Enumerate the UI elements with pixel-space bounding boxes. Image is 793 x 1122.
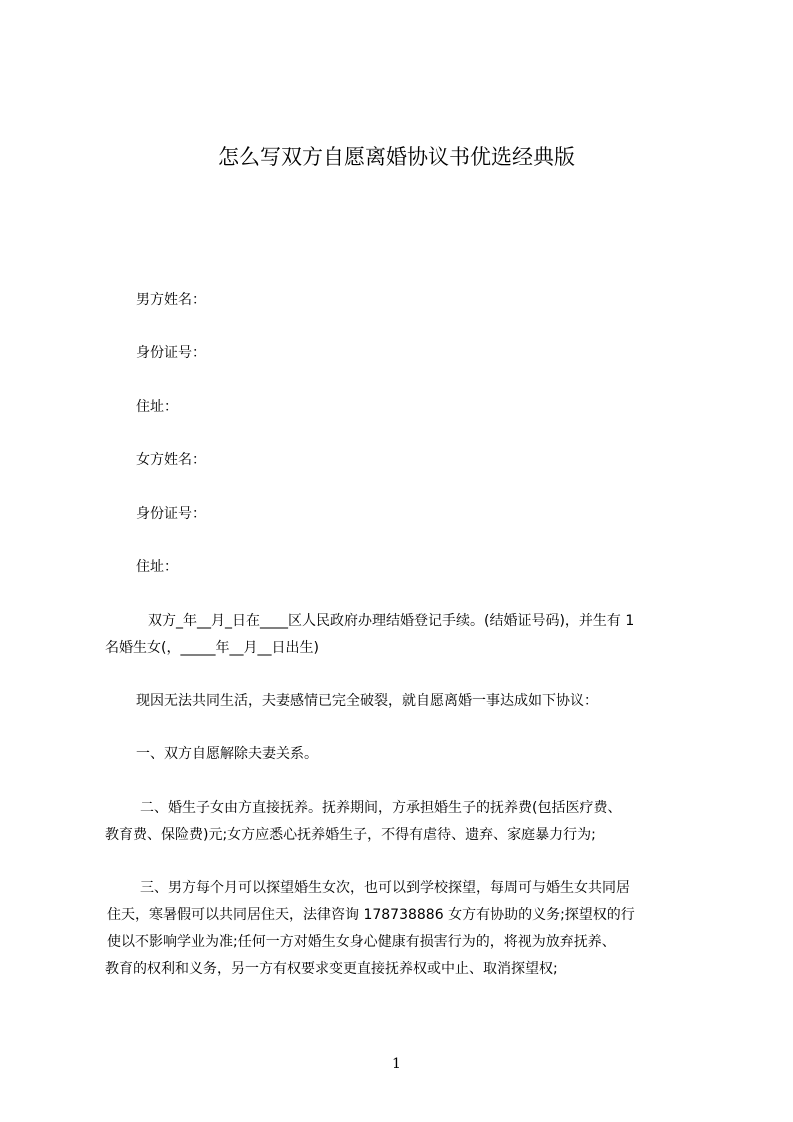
marriage-paragraph-line-2: 名婚生女(，_____年__月__日出生) (105, 640, 319, 656)
field-man-address: 住址： (136, 399, 178, 415)
clause-2-line-2: 教育费、保险费)元;女方应悉心抚养婚生子，不得有虐待、遗弃、家庭暴力行为; (105, 827, 596, 843)
field-woman-id: 身份证号： (136, 506, 206, 522)
clause-3-line-3: 使以不影响学业为准;任何一方对婚生女身心健康有损害行为的，将视为放弃抚养、 (107, 934, 616, 950)
field-woman-address: 住址： (136, 559, 178, 575)
field-man-id: 身份证号： (136, 345, 206, 361)
clause-3-line-2: 住天，寒暑假可以共同居住天，法律咨询 178738886 女方有协助的义务;探望权的行 (107, 907, 635, 923)
clause-3-line-1: 三、男方每个月可以探望婚生女次，也可以到学校探望，每周可与婚生女共同居 (140, 880, 630, 896)
field-woman-name: 女方姓名： (136, 452, 206, 468)
clause-2-line-1: 二、婚生子女由方直接抚养。抚养期间，方承担婚生子的抚养费(包括医疗费、 (140, 800, 622, 816)
document-title: 怎么写双方自愿离婚协议书优选经典版 (218, 145, 575, 169)
page-number: 1 (392, 1056, 401, 1072)
field-man-name: 男方姓名： (136, 292, 206, 308)
intro-paragraph: 现因无法共同生活，夫妻感情已完全破裂，就自愿离婚一事达成如下协议： (136, 693, 598, 709)
clause-1: 一、双方自愿解除夫妻关系。 (136, 746, 318, 762)
clause-3-line-4: 教育的权利和义务，另一方有权要求变更直接抚养权或中止、取消探望权; (105, 961, 558, 977)
marriage-paragraph-line-1: 双方_年__月_日在____区人民政府办理结婚登记手续。(结婚证号码)，并生有 1 (148, 613, 635, 629)
